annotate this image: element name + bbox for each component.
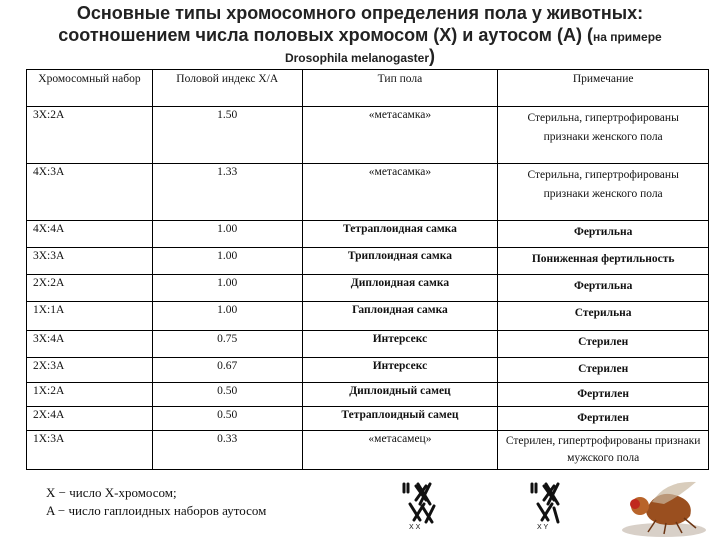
cell-set: 3X:2A bbox=[27, 107, 153, 164]
cell-set: 4X:4A bbox=[27, 221, 153, 248]
fruit-fly-icon bbox=[616, 470, 712, 540]
cell-index: 0.33 bbox=[152, 431, 302, 470]
female-karyotype-label: X X bbox=[409, 524, 421, 530]
cell-index: 1.00 bbox=[152, 248, 302, 275]
page-title bbox=[0, 2, 720, 66]
cell-note: Стерильна, гипертрофированы признаки женского пола bbox=[498, 107, 709, 164]
cell-note: Стерильна bbox=[498, 302, 709, 331]
cell-sex: Триплоидная самка bbox=[302, 248, 498, 275]
cell-sex: Диплоидная самка bbox=[302, 275, 498, 302]
header-sex-index: Половой индекс X/A bbox=[152, 70, 302, 107]
table-row bbox=[27, 221, 709, 248]
cell-sex: Гаплоидная самка bbox=[302, 302, 498, 331]
title-line-2: соотношением числа половых хромосом (X) и аутосом (A) (на примере bbox=[58, 25, 662, 45]
table-row bbox=[27, 431, 709, 470]
title-line-3: Drosophila melanogaster) bbox=[284, 46, 436, 66]
cell-note: Стерилен, гипертрофированы признаки мужского пола bbox=[498, 431, 709, 470]
cell-index: 1.00 bbox=[152, 275, 302, 302]
cell-sex: «метасамка» bbox=[302, 164, 498, 221]
cell-note: Стерилен bbox=[498, 331, 709, 358]
table-row bbox=[27, 302, 709, 331]
cell-set: 1X:2A bbox=[27, 383, 153, 407]
table-row bbox=[27, 331, 709, 358]
cell-set: 2X:3A bbox=[27, 358, 153, 383]
table-row bbox=[27, 275, 709, 302]
cell-set: 1X:1A bbox=[27, 302, 153, 331]
legend bbox=[46, 484, 266, 520]
cell-note: Пониженная фертильность bbox=[498, 248, 709, 275]
table-row bbox=[27, 164, 709, 221]
cell-sex: Интерсекс bbox=[302, 331, 498, 358]
table-row bbox=[27, 107, 709, 164]
cell-sex: Диплоидный самец bbox=[302, 383, 498, 407]
cell-index: 0.50 bbox=[152, 407, 302, 431]
cell-index: 1.50 bbox=[152, 107, 302, 164]
sex-determination-table bbox=[26, 69, 709, 470]
cell-set: 3X:3A bbox=[27, 248, 153, 275]
cell-note: Фертилен bbox=[498, 383, 709, 407]
cell-note: Стерильна, гипертрофированы признаки женского пола bbox=[498, 164, 709, 221]
cell-set: 2X:4A bbox=[27, 407, 153, 431]
table-row bbox=[27, 248, 709, 275]
legend-a: A − число гаплоидных наборов аутосом bbox=[46, 503, 267, 518]
cell-note: Фертильна bbox=[498, 221, 709, 248]
cell-set: 2X:2A bbox=[27, 275, 153, 302]
cell-sex: Интерсекс bbox=[302, 358, 498, 383]
female-karyotype-icon bbox=[396, 478, 446, 530]
cell-note: Стерилен bbox=[498, 358, 709, 383]
header-sex-type: Тип пола bbox=[302, 70, 498, 107]
cell-sex: Тетраплоидная самка bbox=[302, 221, 498, 248]
male-karyotype-label: X Y bbox=[537, 524, 549, 530]
cell-index: 1.00 bbox=[152, 221, 302, 248]
table-row bbox=[27, 358, 709, 383]
cell-index: 1.00 bbox=[152, 302, 302, 331]
cell-sex: «метасамка» bbox=[302, 107, 498, 164]
header-note: Примечание bbox=[498, 70, 709, 107]
male-karyotype-icon bbox=[524, 478, 574, 530]
header-chromosome-set: Хромосомный набор bbox=[27, 70, 153, 107]
cell-sex: «метасамец» bbox=[302, 431, 498, 470]
cell-index: 0.67 bbox=[152, 358, 302, 383]
table-row bbox=[27, 383, 709, 407]
table-row bbox=[27, 407, 709, 431]
cell-set: 1X:3A bbox=[27, 431, 153, 470]
table-header-row bbox=[27, 70, 709, 107]
cell-sex: Тетраплоидный самец bbox=[302, 407, 498, 431]
cell-index: 1.33 bbox=[152, 164, 302, 221]
title-line-1: Основные типы хромосомного определения пола у животных: bbox=[76, 3, 644, 23]
cell-note: Фертилен bbox=[498, 407, 709, 431]
cell-set: 3X:4A bbox=[27, 331, 153, 358]
cell-index: 0.50 bbox=[152, 383, 302, 407]
cell-index: 0.75 bbox=[152, 331, 302, 358]
cell-note: Фертильна bbox=[498, 275, 709, 302]
legend-x: X − число X-хромосом; bbox=[46, 485, 177, 500]
cell-set: 4X:3A bbox=[27, 164, 153, 221]
